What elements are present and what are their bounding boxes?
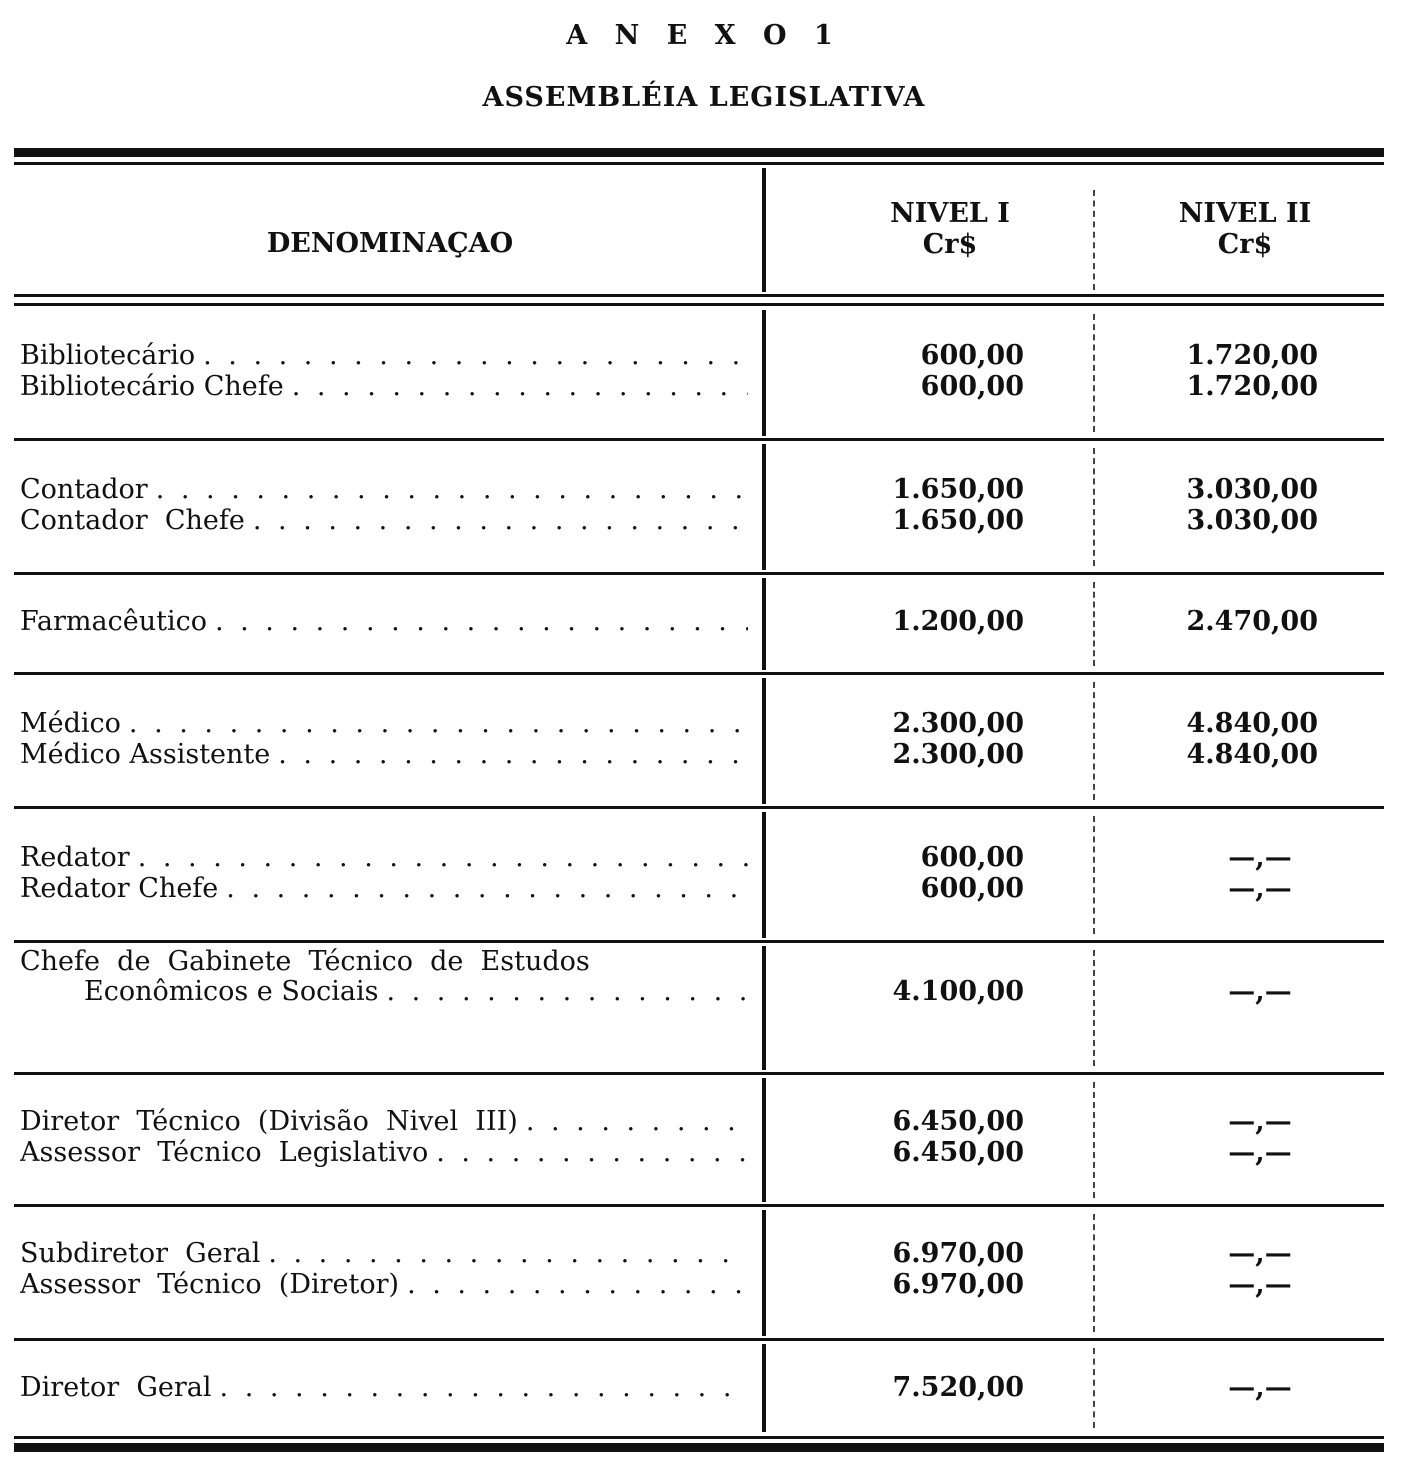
leader-dots <box>268 1238 748 1269</box>
bottom-rule-thin <box>14 1436 1384 1439</box>
nivel-1-value: 6.450,00 <box>892 1137 1024 1168</box>
group-separator <box>14 1204 1384 1207</box>
row-name <box>20 371 748 402</box>
row-name-text: Chefe de Gabinete Técnico de Estudos <box>20 946 590 977</box>
header-nivel-1-label: NIVEL I <box>890 198 1010 229</box>
nivel-1-value: 7.520,00 <box>892 1372 1024 1403</box>
column-divider <box>762 1344 766 1432</box>
column-divider <box>762 812 766 938</box>
row-name <box>20 708 748 739</box>
nivel-2-value: —,— <box>1228 1372 1292 1403</box>
header-nivel-2 <box>1140 198 1350 260</box>
dashed-divider <box>1093 582 1095 666</box>
nivel-1-value: 1.200,00 <box>892 606 1024 637</box>
group-separator <box>14 1338 1384 1341</box>
dashed-divider <box>1093 1082 1095 1198</box>
row-name-text: Contador Chefe <box>20 505 245 536</box>
dashed-divider <box>1093 1348 1095 1428</box>
dashed-divider <box>1093 314 1095 432</box>
nivel-1-value: 600,00 <box>920 371 1024 402</box>
header-nivel-1 <box>850 198 1050 260</box>
row-name-text: Farmacêutico <box>20 606 207 637</box>
column-divider <box>762 444 766 570</box>
group-separator <box>14 940 1384 943</box>
row-name-continued <box>20 976 748 1007</box>
row-name-text: Diretor Técnico (Divisão Nivel III) <box>20 1106 518 1137</box>
row-name-text: Bibliotecário Chefe <box>20 371 284 402</box>
row-name <box>20 505 748 536</box>
nivel-2-value: —,— <box>1228 1137 1292 1168</box>
leader-dots <box>156 474 748 505</box>
nivel-1-value: 6.970,00 <box>892 1238 1024 1269</box>
dashed-divider <box>1093 950 1095 1066</box>
header-column-divider <box>762 168 766 292</box>
nivel-2-value: 4.840,00 <box>1186 708 1318 739</box>
column-divider <box>762 1210 766 1336</box>
nivel-2-value: 1.720,00 <box>1186 340 1318 371</box>
nivel-2-value: —,— <box>1228 1238 1292 1269</box>
nivel-2-value: 3.030,00 <box>1186 474 1318 505</box>
row-name <box>20 1269 748 1300</box>
leader-dots <box>526 1106 748 1137</box>
nivel-2-value: —,— <box>1228 1269 1292 1300</box>
row-name-text: Redator <box>20 842 130 873</box>
group-separator <box>14 1072 1384 1075</box>
column-divider <box>762 578 766 670</box>
group-separator <box>14 572 1384 575</box>
group-separator <box>14 806 1384 809</box>
nivel-2-value: 1.720,00 <box>1186 371 1318 402</box>
leader-dots <box>203 340 748 371</box>
nivel-1-value: 1.650,00 <box>892 505 1024 536</box>
row-name-text: Bibliotecário <box>20 340 196 371</box>
dashed-divider <box>1093 448 1095 566</box>
row-name <box>20 1137 748 1168</box>
dashed-divider <box>1093 1214 1095 1332</box>
nivel-1-value: 6.970,00 <box>892 1269 1024 1300</box>
nivel-1-value: 6.450,00 <box>892 1106 1024 1137</box>
leader-dots <box>386 976 748 1007</box>
row-name-text: Redator Chefe <box>20 873 219 904</box>
dashed-divider <box>1093 816 1095 934</box>
column-divider <box>762 678 766 804</box>
annex-title: A N E X O 1 <box>566 20 842 51</box>
leader-dots <box>226 873 748 904</box>
nivel-1-value: 2.300,00 <box>892 708 1024 739</box>
nivel-1-value: 600,00 <box>920 340 1024 371</box>
header-rule-a <box>14 294 1384 297</box>
header-denominacao: DENOMINAÇAO <box>266 228 514 259</box>
row-name <box>20 1106 748 1137</box>
leader-dots <box>215 606 748 637</box>
leader-dots <box>220 1372 748 1403</box>
nivel-1-value: 1.650,00 <box>892 474 1024 505</box>
row-name <box>20 1372 748 1403</box>
row-name-text: Econômicos e Sociais <box>84 976 379 1007</box>
top-rule-thick <box>14 148 1384 157</box>
header-dashed-divider <box>1093 190 1095 290</box>
nivel-1-value: 4.100,00 <box>892 976 1024 1007</box>
bottom-rule-thick <box>14 1443 1384 1452</box>
top-rule-thin <box>14 162 1384 165</box>
leader-dots <box>129 708 748 739</box>
column-divider <box>762 310 766 436</box>
row-name-text: Assessor Técnico (Diretor) <box>20 1269 400 1300</box>
nivel-2-value: —,— <box>1228 842 1292 873</box>
header-nivel-2-unit: Cr$ <box>1217 229 1273 260</box>
nivel-1-value: 600,00 <box>920 842 1024 873</box>
row-name-text: Subdiretor Geral <box>20 1238 261 1269</box>
leader-dots <box>436 1137 748 1168</box>
nivel-2-value: 4.840,00 <box>1186 739 1318 770</box>
nivel-1-value: 2.300,00 <box>892 739 1024 770</box>
nivel-2-value: 2.470,00 <box>1186 606 1318 637</box>
row-name-text: Médico Assistente <box>20 739 271 770</box>
row-name <box>20 873 748 904</box>
leader-dots <box>278 739 748 770</box>
group-separator <box>14 672 1384 675</box>
row-name <box>20 340 748 371</box>
row-name <box>20 474 748 505</box>
row-name <box>20 606 748 637</box>
nivel-2-value: —,— <box>1228 1106 1292 1137</box>
nivel-2-value: —,— <box>1228 873 1292 904</box>
nivel-2-value: 3.030,00 <box>1186 505 1318 536</box>
leader-dots <box>138 842 748 873</box>
nivel-1-value: 600,00 <box>920 873 1024 904</box>
leader-dots <box>407 1269 748 1300</box>
row-name-text: Diretor Geral <box>20 1372 212 1403</box>
header-rule-b <box>14 303 1384 306</box>
column-divider <box>762 946 766 1070</box>
header-nivel-1-unit: Cr$ <box>922 229 978 260</box>
row-name <box>20 842 748 873</box>
group-separator <box>14 438 1384 441</box>
row-name <box>20 946 748 977</box>
row-name <box>20 1238 748 1269</box>
row-name-text: Contador <box>20 474 148 505</box>
dashed-divider <box>1093 682 1095 800</box>
leader-dots <box>292 371 748 402</box>
document-subtitle: ASSEMBLÉIA LEGISLATIVA <box>482 82 926 113</box>
row-name-text: Médico <box>20 708 121 739</box>
row-name <box>20 739 748 770</box>
leader-dots <box>253 505 748 536</box>
nivel-2-value: —,— <box>1228 976 1292 1007</box>
column-divider <box>762 1078 766 1202</box>
header-nivel-2-label: NIVEL II <box>1178 198 1312 229</box>
row-name-text: Assessor Técnico Legislativo <box>20 1137 429 1168</box>
